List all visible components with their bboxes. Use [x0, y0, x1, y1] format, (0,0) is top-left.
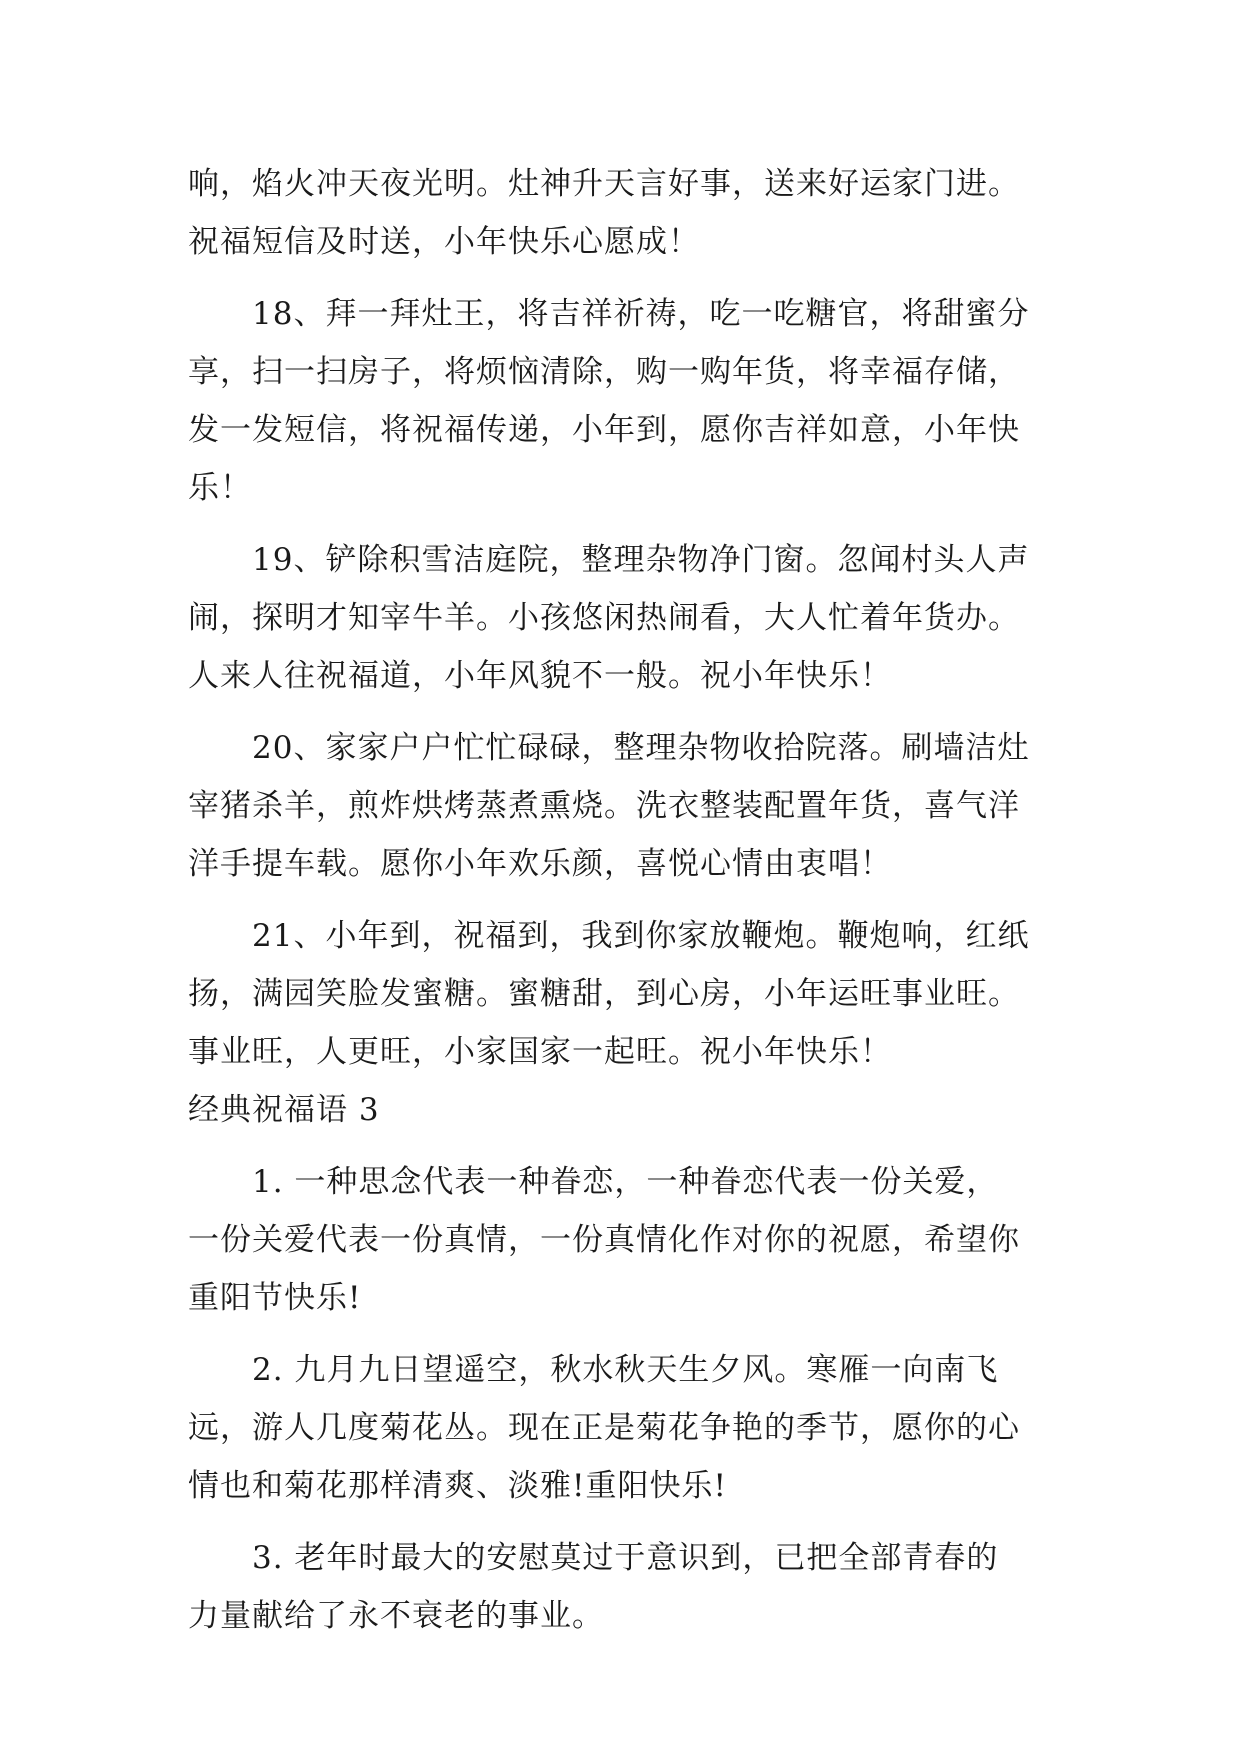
paragraph-section-item-1: [188, 1153, 1078, 1327]
paragraph: [188, 155, 1078, 271]
text-line: 远，游人几度菊花丛。现在正是菊花争艳的季节，愿你的心: [188, 1410, 1020, 1446]
text-line: 一份关爱代表一份真情，一份真情化作对你的祝愿，希望你: [188, 1222, 1020, 1258]
paragraph-section-item-3: [188, 1529, 1078, 1645]
text-line: 闹，探明才知宰牛羊。小孩悠闲热闹看，大人忙着年货办。: [188, 600, 1020, 636]
text-line: 扬，满园笑脸发蜜糖。蜜糖甜，到心房，小年运旺事业旺。: [188, 976, 1020, 1012]
document-body: [188, 155, 1078, 1645]
section-heading: 经典祝福语 3: [188, 1092, 380, 1128]
text-line: 享，扫一扫房子，将烦恼清除，购一购年货，将幸福存储，: [188, 354, 1020, 390]
text-line: 21、小年到，祝福到，我到你家放鞭炮。鞭炮响，红纸: [252, 918, 1030, 954]
text-line: 1. 一种思念代表一种眷恋，一种眷恋代表一份关爱，: [252, 1164, 999, 1200]
text-line: 人来人往祝福道，小年风貌不一般。祝小年快乐！: [188, 658, 892, 694]
text-line: 乐！: [188, 470, 252, 506]
text-line: 响，焰火冲天夜光明。灶神升天言好事，送来好运家门进。: [188, 166, 1020, 202]
paragraph-item-21: [188, 907, 1078, 1081]
paragraph-item-19: [188, 531, 1078, 705]
text-line: 20、家家户户忙忙碌碌，整理杂物收拾院落。刷墙洁灶: [252, 730, 1030, 766]
text-line: 3. 老年时最大的安慰莫过于意识到，已把全部青春的: [252, 1540, 999, 1576]
text-line: 2. 九月九日望遥空，秋水秋天生夕风。寒雁一向南飞: [252, 1352, 999, 1388]
text-line: 18、拜一拜灶王，将吉祥祈祷，吃一吃糖官，将甜蜜分: [252, 296, 1030, 332]
text-line: 洋手提车载。愿你小年欢乐颜，喜悦心情由衷唱！: [188, 846, 892, 882]
paragraph-item-20: [188, 719, 1078, 893]
text-line: 重阳节快乐!: [188, 1280, 362, 1316]
text-line: 事业旺，人更旺，小家国家一起旺。祝小年快乐！: [188, 1034, 892, 1070]
text-line: 发一发短信，将祝福传递，小年到，愿你吉祥如意，小年快: [188, 412, 1020, 448]
text-line: 祝福短信及时送，小年快乐心愿成！: [188, 224, 700, 260]
paragraph-section-item-2: [188, 1341, 1078, 1515]
paragraph-item-18: [188, 285, 1078, 517]
text-line: 宰猪杀羊，煎炸烘烤蒸煮熏烧。洗衣整装配置年货，喜气洋: [188, 788, 1020, 824]
text-line: 情也和菊花那样清爽、淡雅!重阳快乐!: [188, 1468, 727, 1504]
text-line: 力量献给了永不衰老的事业。: [188, 1598, 604, 1634]
text-line: 19、铲除积雪洁庭院，整理杂物净门窗。忽闻村头人声: [252, 542, 1030, 578]
